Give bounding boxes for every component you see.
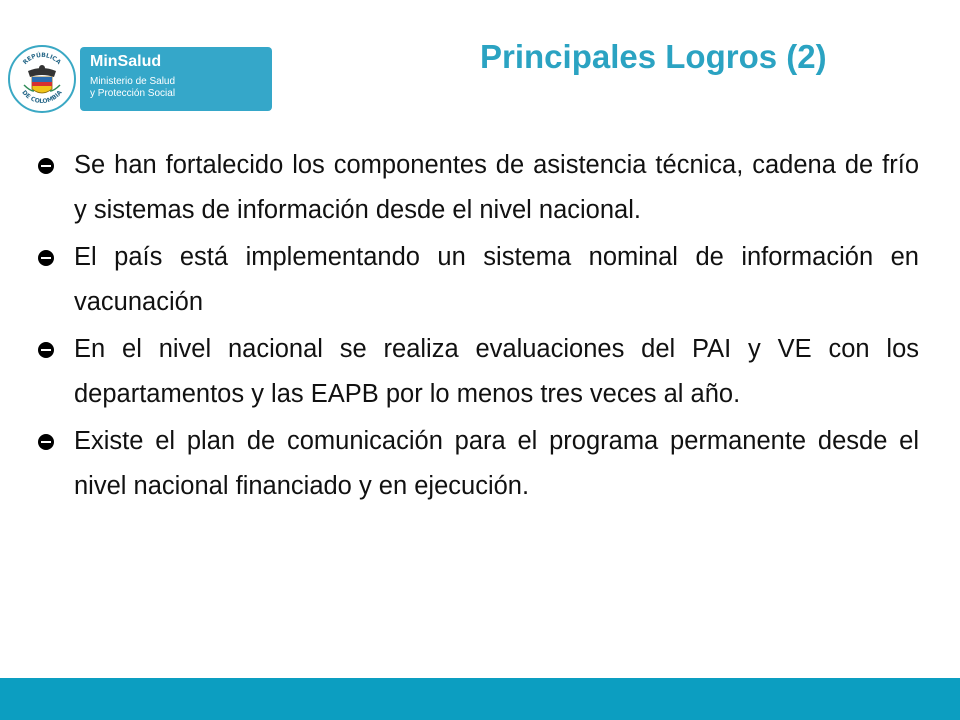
bullet-text-1: Se han fortalecido los componentes de asistencia técnica, cadena de frío y sistemas de información desde el nivel nacional. <box>74 151 919 224</box>
minsalud-brand-box <box>80 47 272 111</box>
coat-of-arms-seal <box>8 45 76 113</box>
seal-top-text: REPÚBLICA <box>21 51 63 67</box>
bullet-text-3: En el nivel nacional se realiza evaluaciones del PAI y VE con los departamentos y las EAPB por lo menos tres veces al año. <box>74 335 919 408</box>
bullet-item-2 <box>28 235 919 325</box>
bullet-text-2: El país está implementando un sistema nominal de información en vacunación <box>74 243 919 316</box>
bullet-icon <box>38 434 54 450</box>
footer-bar <box>0 678 960 720</box>
bullet-item-4 <box>28 419 919 509</box>
bullet-text-4: Existe el plan de comunicación para el programa permanente desde el nivel nacional financiado y en ejecución. <box>74 427 919 500</box>
slide-title: Principales Logros (2) <box>480 38 827 75</box>
bullet-icon <box>38 342 54 358</box>
logo <box>8 45 273 115</box>
svg-text:REPÚBLICA <box>22 52 63 66</box>
brand-line-1: Ministerio de Salud <box>90 76 176 87</box>
coat-of-arms-icon <box>10 47 74 111</box>
bullet-list <box>28 143 919 511</box>
brand-line-2: y Protección Social <box>90 88 176 99</box>
bullet-item-1 <box>28 143 919 233</box>
seal-bottom-text: DE COLOMBIA <box>20 89 64 106</box>
bullet-item-3 <box>28 327 919 417</box>
brand-name: MinSalud <box>90 53 162 70</box>
bullet-icon <box>38 158 54 174</box>
bullet-icon <box>38 250 54 266</box>
